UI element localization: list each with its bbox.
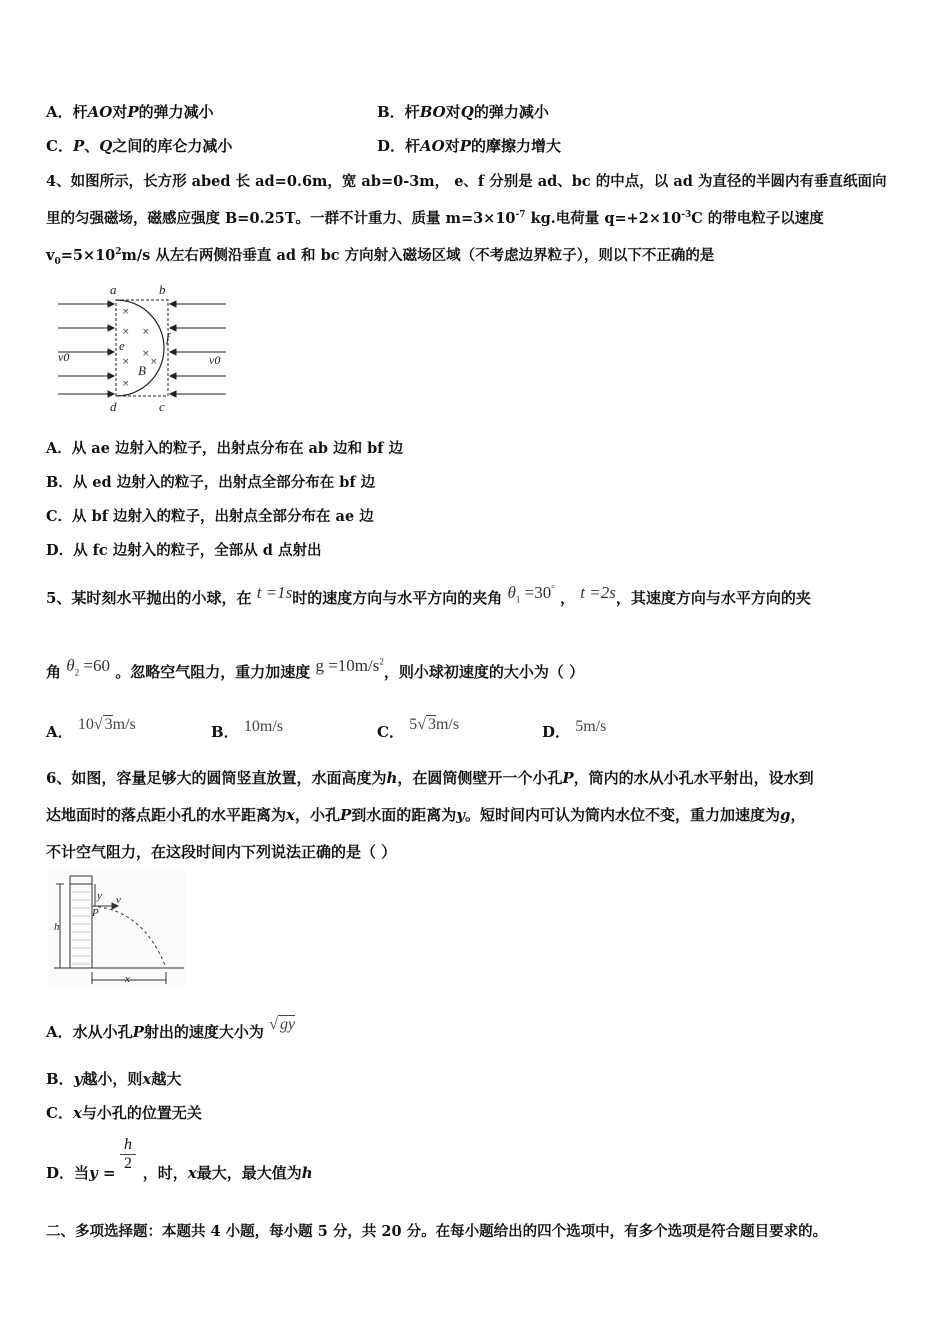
q3-option-b — [377, 102, 549, 122]
q6-var-p: P — [339, 806, 352, 824]
q5-line2-part2: 。忽略空气阻力，重力加速度 — [115, 663, 311, 681]
q6-line2-part4: 。短时间内可认为筒内水位不变，重力加速度为 — [465, 806, 781, 824]
q5-t1 — [257, 583, 293, 602]
q6-line2-part5: ， — [790, 806, 806, 824]
q6-option-a — [46, 1016, 296, 1043]
q5-line2-part1: 角 — [46, 663, 62, 681]
q6-label-h: h — [54, 921, 60, 933]
q6-stem-line1 — [46, 768, 814, 788]
q4-label-c: c — [159, 399, 165, 414]
q6-option-d — [46, 1163, 313, 1183]
q3-a-mid: 对 — [112, 103, 128, 121]
q3-a-var2: P — [127, 103, 139, 121]
q3-b-end: 的弹力减小 — [473, 103, 549, 121]
q5-theta1-sub: 1 — [515, 594, 521, 605]
q6-d-equals: = — [97, 1164, 121, 1182]
q5-t1-text: t =1s — [256, 583, 293, 602]
q5-b-value: 10m/s — [243, 718, 284, 735]
q5-stem-line1 — [46, 583, 811, 608]
q4-option-b: B．从 ed 边射入的粒子，出射点全部分布在 bf 边 — [46, 474, 376, 491]
q6-line1-part1: 6、如图，容量足够大的圆筒竖直放置，水面高度为 — [46, 769, 387, 787]
q5-theta1-symbol: θ — [507, 583, 516, 602]
q5-a-value: 10√ 3m/s — [77, 716, 136, 733]
q5-t2 — [580, 583, 616, 602]
q6-line1-part3: ，筒内的水从小孔水平射出，设水到 — [573, 769, 814, 787]
q6-cylinder-figure — [48, 870, 186, 988]
q4-label-v0-right: v0 — [209, 353, 221, 367]
q6-var-y: y — [456, 806, 465, 824]
q6-line1-part2: ，在圆筒侧壁开一个小孔 — [397, 769, 563, 787]
q4-label-field-b: B — [138, 363, 146, 378]
q5-stem-line2 — [46, 656, 585, 682]
q6-var-p: P — [562, 769, 574, 787]
q5-b-label: B． — [211, 723, 239, 741]
q6-var-h: h — [386, 769, 398, 787]
q6-d-var-y: y — [89, 1164, 98, 1182]
q4-label-f: f — [166, 330, 170, 345]
q6-d-fraction-numerator: h — [124, 1136, 132, 1153]
q5-t2-text: t =2s — [580, 583, 616, 602]
q6-line2-part2: ，小孔 — [294, 806, 340, 824]
q4-option-d: D．从 fc 边射入的粒子，全部从 d 点射出 — [46, 542, 322, 559]
q6-b-var-x: x — [142, 1070, 152, 1088]
q3-option-a — [46, 102, 214, 122]
q5-line2-part3: ，则小球初速度的大小为（ ） — [383, 663, 585, 681]
q6-option-c — [46, 1103, 202, 1123]
q4-line2-part1: 里的匀强磁场，磁感应强度 B=0.25T。一群不计重力、质量 m=3×10 — [46, 210, 516, 227]
q5-a-label: A． — [46, 723, 73, 741]
q5-g-text: g =10m/s — [315, 656, 380, 675]
q4-line3-v-sub: 0 — [54, 256, 61, 267]
q3-option-c — [46, 136, 232, 156]
q6-line2-part3: 到水面的距离为 — [351, 806, 457, 824]
q6-label-v: v — [116, 894, 121, 906]
q6-d-part1: D．当 — [46, 1164, 90, 1182]
q3-c-label: C． — [46, 137, 73, 155]
q5-theta2 — [66, 656, 110, 678]
q6-d-part2: ，时， — [142, 1164, 188, 1182]
q5-c-label: C． — [377, 723, 404, 741]
q6-a-part2: 射出的速度大小为 — [143, 1023, 264, 1041]
q4-line3-part2: =5×10 — [60, 247, 116, 264]
q4-field-cross: × — [122, 327, 130, 337]
q6-c-part2: 与小孔的位置无关 — [81, 1104, 202, 1122]
q5-c-radicand: 3 — [427, 716, 436, 733]
q6-a-var-p: P — [132, 1023, 144, 1041]
q6-figure-background — [48, 870, 186, 988]
q3-c-var2: Q — [99, 137, 113, 155]
q5-option-d — [542, 718, 607, 743]
q4-line2-part3: C 的带电粒子以速度 — [691, 210, 824, 227]
q4-magnetic-field-figure — [52, 280, 232, 416]
q5-c-coef: 5 — [409, 716, 418, 733]
q6-c-part1: C． — [46, 1104, 73, 1122]
q3-c-var1: P — [72, 137, 85, 155]
q5-theta1-value: =30 — [520, 583, 552, 602]
q4-stem-line2 — [46, 209, 824, 229]
q4-mass-exponent: -7 — [515, 210, 526, 221]
q3-c-end: 之间的库仑力减小 — [112, 137, 233, 155]
q5-a-radicand: 3 — [104, 716, 113, 733]
q3-b-var2: Q — [460, 103, 474, 121]
q6-var-x: x — [286, 806, 295, 824]
q6-d-fraction-denominator: 2 — [120, 1154, 136, 1173]
q5-theta1 — [507, 583, 555, 605]
q3-d-mid: 对 — [444, 137, 460, 155]
q3-b-var1: BO — [419, 103, 446, 121]
q6-line2-part1: 达地面时的落点距小孔的水平距离为 — [46, 806, 287, 824]
q3-a-label: A．杆 — [46, 103, 88, 121]
q6-c-var-x: x — [72, 1104, 82, 1122]
q5-g — [315, 656, 383, 675]
q4-label-d: d — [110, 399, 117, 414]
q6-stem-line2 — [46, 805, 806, 825]
q4-field-cross: × — [150, 357, 158, 367]
q4-label-a: a — [110, 282, 117, 297]
q6-label-x: x — [125, 973, 130, 985]
q5-option-a — [46, 716, 136, 743]
q3-d-var1: AO — [420, 137, 445, 155]
q5-d-value: 5m/s — [575, 718, 607, 735]
q5-c-value: 5√ 3m/s — [409, 716, 460, 733]
q4-line3-v: v — [46, 247, 55, 264]
q6-var-g: g — [780, 806, 791, 824]
q5-g-sup: 2 — [379, 656, 384, 667]
q5-theta2-sub: 2 — [74, 667, 80, 678]
q6-a-part1: A．水从小孔 — [46, 1023, 133, 1041]
q6-label-p: P — [92, 907, 99, 919]
q5-a-coef: 10 — [77, 716, 94, 733]
q6-d-fraction — [120, 1136, 136, 1173]
q3-d-label: D．杆 — [377, 137, 421, 155]
q4-label-v0-left: v0 — [58, 350, 70, 364]
q5-option-c — [377, 716, 460, 743]
q5-part3: ，其速度方向与水平方向的夹 — [615, 589, 811, 607]
q4-option-c: C．从 bf 边射入的粒子，出射点全部分布在 ae 边 — [46, 508, 374, 525]
q3-d-end: 的摩擦力增大 — [471, 137, 562, 155]
q4-field-cross: × — [122, 357, 130, 367]
q5-a-unit: m/s — [112, 716, 136, 733]
q6-option-b — [46, 1069, 181, 1089]
q5-theta1-degree: ° — [551, 583, 555, 594]
q4-stem-line3 — [46, 246, 714, 266]
q6-d-part3: 最大，最大值为 — [196, 1164, 302, 1182]
q6-b-var-y: y — [73, 1070, 83, 1088]
q4-field-cross: × — [142, 349, 150, 359]
q4-line3-part3: m/s 从左右两侧沿垂直 ad 和 bc 方向射入磁场区域（不考虑边界粒子），则以下不正确的是 — [121, 247, 715, 264]
q6-b-part1: B． — [46, 1070, 74, 1088]
q4-stem-line1: 4、如图所示，长方形 abed 长 ad=0.6m，宽 ab=0-3m， e、f 分别是 ad、bc 的中点，以 ad 为直径的半圆内有垂直纸面向 — [46, 173, 887, 190]
q6-label-y: y — [97, 890, 102, 902]
q4-field-cross: × — [142, 327, 150, 337]
q5-part1: 5、某时刻水平抛出的小球，在 — [46, 589, 252, 607]
q3-a-var1: AO — [87, 103, 113, 121]
q3-b-label: B．杆 — [377, 103, 420, 121]
q6-b-part3: 越大 — [151, 1070, 182, 1088]
q4-field-cross: × — [122, 307, 130, 317]
q6-a-sqrt: √ gy — [269, 1016, 296, 1033]
q4-label-b: b — [159, 282, 166, 297]
q5-option-b — [211, 718, 284, 743]
q6-stem-line3: 不计空气阻力，在这段时间内下列说法正确的是（ ） — [46, 843, 397, 861]
section-2-heading: 二、多项选择题：本题共 4 小题，每小题 5 分，共 20 分。在每小题给出的四个选项中，有多个选项是符合题目要求的。 — [46, 1223, 828, 1240]
q6-d-var-h: h — [301, 1164, 313, 1182]
q4-line2-part2: kg.电荷量 q=+2×10 — [525, 210, 682, 227]
q6-d-var-x: x — [187, 1164, 197, 1182]
q4-speed-exponent: 2 — [115, 247, 122, 258]
q5-c-unit: m/s — [435, 716, 460, 733]
q6-b-part2: 越小，则 — [82, 1070, 143, 1088]
q4-option-a: A．从 ae 边射入的粒子，出射点分布在 ab 边和 bf 边 — [46, 440, 404, 457]
q5-comma: ， — [560, 589, 576, 607]
q4-charge-exponent: -3 — [681, 210, 692, 221]
q3-option-d — [377, 136, 561, 156]
q3-c-mid: 、 — [84, 137, 100, 155]
q5-theta2-value: =60 — [79, 656, 110, 675]
q4-field-cross: × — [122, 379, 130, 389]
q5-d-label: D． — [542, 723, 571, 741]
q3-b-mid: 对 — [445, 103, 461, 121]
q5-part2: 时的速度方向与水平方向的夹角 — [292, 589, 503, 607]
q3-d-var2: P — [459, 137, 472, 155]
q6-a-radicand: gy — [279, 1016, 296, 1033]
q5-theta2-symbol: θ — [66, 656, 75, 675]
q3-a-end: 的弹力减小 — [138, 103, 214, 121]
q4-label-e: e — [119, 338, 125, 353]
